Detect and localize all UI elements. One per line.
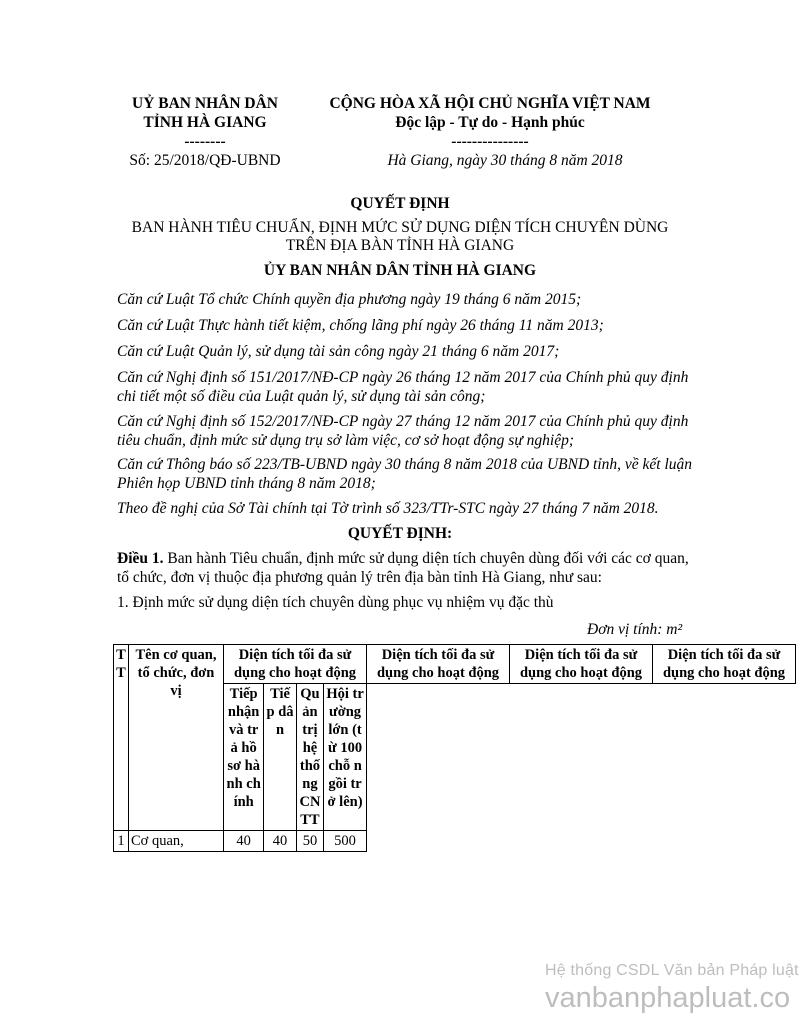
row-value-it: 50 [296,831,323,852]
article-1-label: Điều 1. [117,550,164,567]
issuer-separator: -------- [184,133,226,150]
group-header-1: Diện tích tối đa sử dụng cho hoạt động [224,645,367,684]
col-tt-header: TT [114,645,129,831]
empty-cell [653,831,796,852]
issuer-province: TỈNH HÀ GIANG [143,114,267,131]
basis-6: Căn cứ Thông báo số 223/TB-UBND ngày 30 tháng 8 năm 2018 của UBND tỉnh, về kết luận Phiên họp UBND tỉnh tháng 8 năm 2018; [117,456,693,492]
basis-2: Căn cứ Luật Thực hành tiết kiệm, chống lãng phí ngày 26 tháng 11 năm 2013; [117,317,604,334]
sub-header-hall: Hội trường lớn (từ 100 chỗ ngồi trở lên) [324,684,367,831]
basis-4: Căn cứ Nghị định số 151/2017/NĐ-CP ngày 26 tháng 12 năm 2017 của Chính phủ quy định chi tiết một số điều của Luật quản lý, sử dụng tài sản công; [117,369,689,405]
national-block [310,94,670,170]
sub-header-citizen: Tiếp dân [264,684,297,831]
empty-cell [367,684,510,831]
article-1 [117,549,697,587]
basis-7: Theo đề nghị của Sở Tài chính tại Tờ trình số 323/TTr-STC ngày 27 tháng 7 năm 2018. [117,500,659,517]
subject-line-1: BAN HÀNH TIÊU CHUẨN, ĐỊNH MỨC SỬ DỤNG DIỆN TÍCH CHUYÊN DÙNG [131,219,669,236]
place-date: Hà Giang, ngày 30 tháng 8 năm 2018 [387,152,623,169]
doc-number: Số: 25/2018/QĐ-UBND [129,152,281,169]
watermark-line-2: vanbanphapluat.co [545,982,791,1014]
row-value-citizen: 40 [264,831,297,852]
basis-3: Căn cứ Luật Quản lý, sử dụng tài sản công ngày 21 tháng 6 năm 2017; [117,343,560,360]
group-header-4: Diện tích tối đa sử dụng cho hoạt động [653,645,796,684]
decision-heading: QUYẾT ĐỊNH: [347,525,453,542]
watermark-line-1: Hệ thống CSDL Văn bản Pháp luật [545,962,799,979]
basis-5: Căn cứ Nghị định số 152/2017/NĐ-CP ngày 27 tháng 12 năm 2017 của Chính phủ quy định tiêu chuẩn, định mức sử dụng trụ sở làm việc, cơ sở hoạt động sự nghiệp; [117,413,689,449]
subject-line-2: TRÊN ĐỊA BÀN TỈNH HÀ GIANG [285,237,515,254]
issuer-block [110,94,300,170]
row-name: Cơ quan, [129,831,224,852]
row-value-reception: 40 [224,831,264,852]
group-header-2: Diện tích tối đa sử dụng cho hoạt động [367,645,510,684]
article-1-item-1: 1. Định mức sử dụng diện tích chuyên dùng phục vụ nhiệm vụ đặc thù [117,594,554,611]
motto-separator: --------------- [451,133,529,150]
empty-cell [367,831,510,852]
empty-cell [510,684,653,831]
article-1-text: Ban hành Tiêu chuẩn, định mức sử dụng diện tích chuyên dùng đối với các cơ quan, tổ chức, đơn vị thuộc địa phương quản lý trên địa bàn tỉnh Hà Giang, như sau: [117,550,689,586]
row-value-hall: 500 [324,831,367,852]
unit-note: Đơn vị tính: m² [587,621,683,638]
sub-header-reception: Tiếp nhận và trả hồ sơ hành chính [224,684,264,831]
row-tt: 1 [114,831,129,852]
basis-1: Căn cứ Luật Tổ chức Chính quyền địa phương ngày 19 tháng 6 năm 2015; [117,291,582,308]
issuer-agency: UỶ BAN NHÂN DÂN [132,95,278,112]
nation-name: CỘNG HÒA XÃ HỘI CHỦ NGHĨA VIỆT NAM [329,95,651,112]
empty-cell [653,684,796,831]
sub-header-it: Quản trị hệ thống CNTT [296,684,323,831]
table-row [114,831,796,852]
issuer-heading: ỦY BAN NHÂN DÂN TỈNH HÀ GIANG [263,262,537,279]
group-header-3: Diện tích tối đa sử dụng cho hoạt động [510,645,653,684]
empty-cell [510,831,653,852]
area-norm-table [113,644,796,852]
national-motto: Độc lập - Tự do - Hạnh phúc [395,114,585,131]
doc-type-title: QUYẾT ĐỊNH [350,195,450,212]
col-name-header: Tên cơ quan, tổ chức, đơn vị [129,645,224,831]
